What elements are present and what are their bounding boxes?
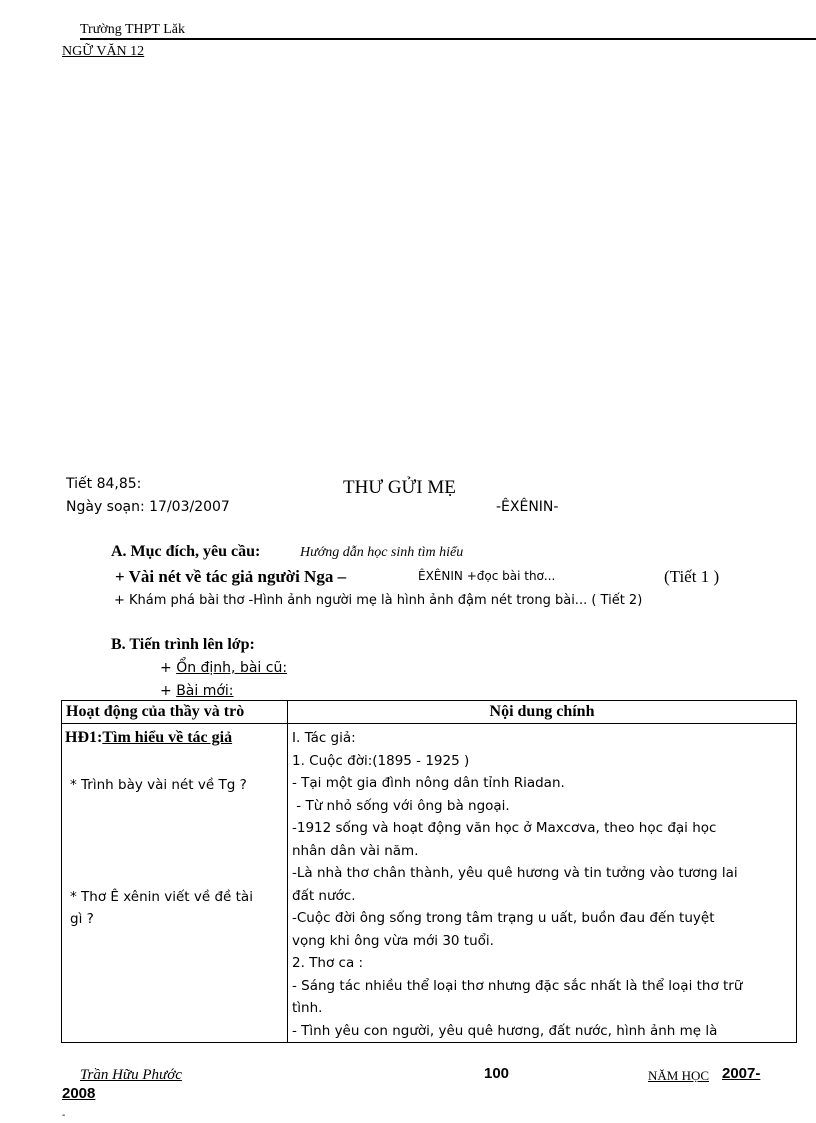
section-b-item1-prefix: + [160, 660, 177, 676]
content-line: - Tình yêu con người, yêu quê hương, đất nước, hình ảnh mẹ là [292, 1022, 718, 1039]
section-a-line1-detail: ÊXÊNIN +đọc bài thơ... [418, 569, 556, 583]
content-line: -Cuộc đời ông sống trong tâm trạng u uất, buồn đau đến tuyệt [292, 910, 715, 926]
lesson-date: Ngày soạn: 17/03/2007 [66, 499, 230, 515]
footer-dash: - [62, 1110, 66, 1121]
footer-page-number: 100 [484, 1065, 510, 1082]
section-b-heading: B. Tiến trình lên lớp: [111, 636, 255, 653]
activity-cell [62, 724, 288, 1043]
poem-title: THƯ GỬI MẸ [343, 477, 456, 498]
hd1-title: Tìm hiểu về tác giả [102, 729, 233, 746]
content-line: -Là nhà thơ chân thành, yêu quê hương và tin tưởng vào tương lai [292, 865, 738, 881]
footer-year-label: NĂM HỌC [648, 1068, 710, 1083]
table-header-activity: Hoạt động của thầy và trò [62, 701, 288, 724]
section-a-note: Hướng dẫn học sinh tìm hiểu [300, 545, 464, 560]
section-b-item2-prefix: + [160, 683, 177, 699]
content-line: vọng khi ông vừa mới 30 tuổi. [292, 932, 494, 949]
section-b-item1-text: Ổn định, bài cũ: [176, 660, 288, 676]
section-b-item1 [160, 660, 287, 676]
section-b-item2-text: Bài mới: [176, 683, 234, 699]
content-line: - Sáng tác nhiều thể loại thơ nhưng đặc sắc nhất là thể loại thơ trữ [292, 977, 743, 994]
content-cell [288, 724, 797, 1043]
subject-name: NGỮ VĂN 12 [62, 44, 145, 59]
header-rule [80, 38, 816, 40]
content-line: nhân dân vài năm. [292, 842, 419, 859]
content-line: 1. Cuộc đời:(1895 - 1925 ) [292, 752, 470, 769]
content-line: đất nước. [292, 887, 356, 904]
question-1: * Trình bày vài nét về Tg ? [70, 777, 247, 793]
content-line: -1912 sống và hoạt động văn học ở Maxcơva, theo học đại học [292, 820, 717, 836]
footer-teacher-name: Trần Hữu Phước [80, 1067, 182, 1083]
footer-year-end: 2008 [62, 1085, 96, 1102]
activity-hd1 [65, 729, 232, 747]
section-a-line1: + Vài nét về tác giả người Nga – [115, 567, 347, 586]
section-a-heading: A. Mục đích, yêu cầu: [111, 543, 261, 560]
content-line: 2. Thơ ca : [292, 955, 364, 971]
content-line: I. Tác giả: [292, 730, 356, 746]
question-2-line1: * Thơ Ê xênin viết về đề tài [70, 889, 253, 905]
lesson-period: Tiết 84,85: [66, 476, 142, 492]
section-a-period1: (Tiết 1 ) [664, 567, 720, 586]
content-line: - Từ nhỏ sống với ông bà ngoại. [292, 797, 510, 814]
section-a-line2: + Khám phá bài thơ -Hình ảnh người mẹ là hình ảnh đậm nét trong bài... ( Tiết 2) [114, 593, 643, 608]
lesson-table [61, 700, 797, 1043]
question-2-line2: gì ? [70, 911, 94, 927]
content-line: - Tại một gia đình nông dân tỉnh Riadan. [292, 775, 565, 791]
school-name: Trường THPT Lăk [80, 22, 185, 37]
footer-year-start: 2007- [722, 1065, 761, 1082]
section-b-item2 [160, 683, 234, 699]
hd1-prefix: HĐ1: [65, 729, 103, 746]
content-line: tình. [292, 1000, 323, 1016]
table-header-content: Nội dung chính [288, 701, 797, 724]
poem-author: -ÊXÊNIN- [496, 499, 559, 515]
